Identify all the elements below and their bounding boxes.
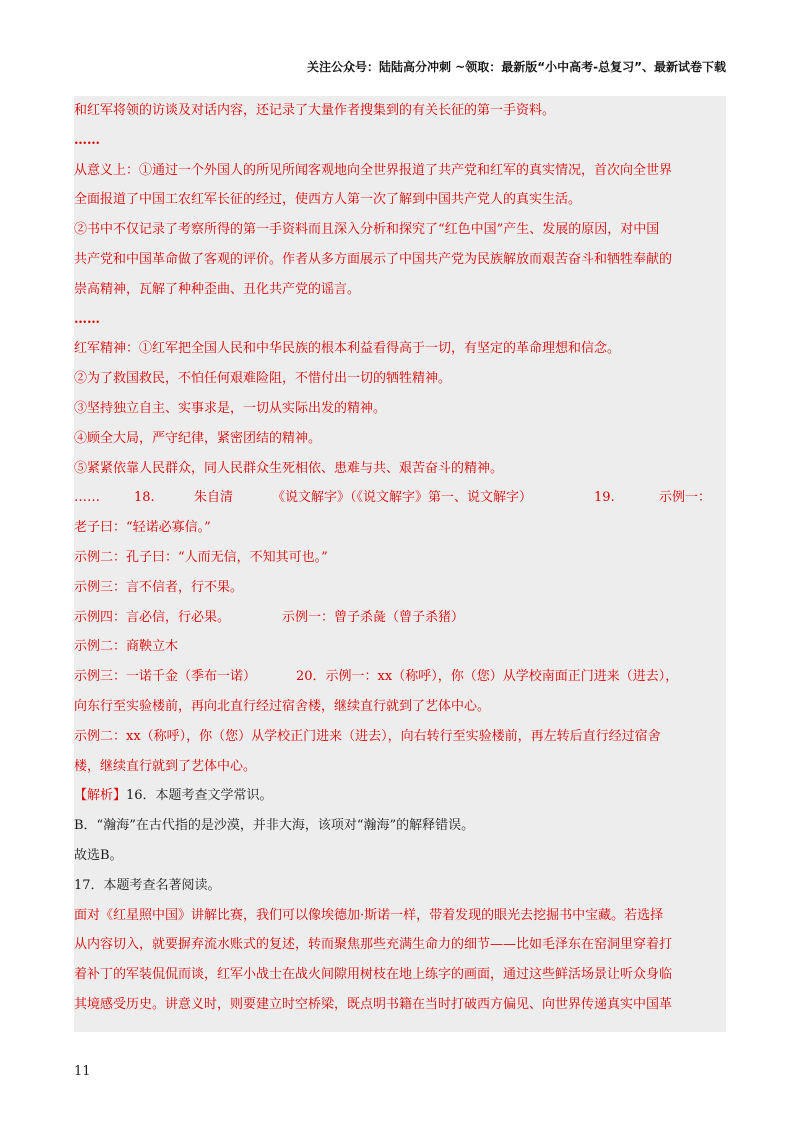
text-line: 共产党和中国革命做了客观的评价。作者从多方面展示了中国共产党为民族解放而艰苦奋斗和牺牲奉献的 <box>74 251 673 267</box>
text-line: ⑤紧紧依靠人民群众，同人民群众生死相依、患难与共、艰苦奋斗的精神。 <box>74 460 504 476</box>
text-line: …… <box>74 311 100 327</box>
text-line: 楼，继续直行就到了艺体中心。 <box>74 758 257 774</box>
text-line: 示例二：xx（称呼），你（您）从学校正门进来（进去），向右转行至实验楼前，再左转后直行经过宿舍 <box>74 728 661 744</box>
text-line: 示例三：言不信者，行不果。 <box>74 579 244 595</box>
text-line: ②为了救国救民，不怕任何艰难险阻，不惜付出一切的牺牲精神。 <box>74 371 452 387</box>
answer-text: 示例四：言必信，行必果。 <box>74 609 231 625</box>
text-line: 红军精神：①红军把全国人民和中华民族的根本利益看得高于一切，有坚定的革命理想和信念。 <box>74 341 621 357</box>
page-number: 11 <box>74 1064 91 1079</box>
text-line: ④顾全大局，严守纪律，紧密团结的精神。 <box>74 430 322 446</box>
answer-text: 示例一： <box>659 490 712 506</box>
analysis-heading <box>74 781 726 811</box>
analysis-tag: 【解析】 <box>74 788 127 804</box>
text-line: 其境感受历史。讲意义时，则要建立时空桥梁，既点明书籍在当时打破西方偏见、向世界传递真实中国革 <box>74 996 673 1012</box>
text-line: ②书中不仅记录了考察所得的第一手资料而且深入分析和探究了“红色中国”产生、发展的原因，对中国 <box>74 222 660 238</box>
text-line: 崇高精神，瓦解了种种歪曲、丑化共产党的谣言。 <box>74 281 361 297</box>
text-line: 着补丁的军装侃侃而谈，红军小战士在战火间隙用树枝在地上练字的画面，通过这些鲜活场景让听众身临 <box>74 967 673 983</box>
page-header: 关注公众号：陆陆高分冲刺 ~领取：最新版“小中高考-总复习”、最新试卷下载 <box>307 60 726 74</box>
ellipsis: …… <box>74 490 100 506</box>
answer-line-18-19 <box>74 483 726 513</box>
answer-text: 20．示例一：xx（称呼），你（您）从学校南面正门进来（进去）， <box>296 669 679 685</box>
text-line: B．“瀚海”在古代指的是沙漠，并非大海，该项对“瀚海”的解释错误。 <box>74 818 475 834</box>
text-line: 17．本题考查名著阅读。 <box>74 877 221 893</box>
answer-text: 朱自清 <box>194 490 234 506</box>
question-number: 19. <box>594 490 615 506</box>
text-line: 和红军将领的访谈及对话内容，还记录了大量作者搜集到的有关长征的第一手资料。 <box>74 103 556 118</box>
text-line: 老子曰：“轻诺必寡信。” <box>74 520 211 536</box>
answer-text: 《说文解字》（《说文解字》第一、说文解字） <box>272 490 533 506</box>
text-line: 故选B。 <box>74 847 123 863</box>
text-line: 从意义上：①通过一个外国人的所见所闻客观地向全世界报道了共产党和红军的真实情况，首次向全世界 <box>74 162 673 178</box>
text-line: 示例二：孔子曰：“人而无信，不知其可也。” <box>74 549 328 565</box>
question-number: 18. <box>134 490 155 506</box>
analysis-text: 16．本题考查文学常识。 <box>126 788 273 804</box>
text-line: 向东行至实验楼前，再向北直行经过宿舍楼，继续直行就到了艺体中心。 <box>74 698 491 714</box>
answer-text: 示例三：一诺千金（季布一诺） <box>74 669 257 685</box>
text-line: …… <box>74 132 100 148</box>
text-line: 从内容切入，就要摒弃流水账式的复述，转而聚焦那些充满生命力的细节——比如毛泽东在窑洞里穿着打 <box>74 937 673 953</box>
text-line: 全面报道了中国工农红军长征的经过，使西方人第一次了解到中国共产党人的真实生活。 <box>74 192 582 208</box>
text-line <box>74 662 726 692</box>
text-line: 示例二：商鞅立木 <box>74 639 179 655</box>
answer-text: 示例一：曾子杀彘（曾子杀猪） <box>282 609 465 625</box>
text-line: ③坚持独立自主、实事求是，一切从实际出发的精神。 <box>74 400 387 416</box>
text-line <box>74 603 726 633</box>
content-area <box>74 96 726 1032</box>
text-line: 面对《红星照中国》讲解比赛，我们可以像埃德加·斯诺一样，带着发现的眼光去挖掘书中宝藏。若选择 <box>74 907 664 923</box>
